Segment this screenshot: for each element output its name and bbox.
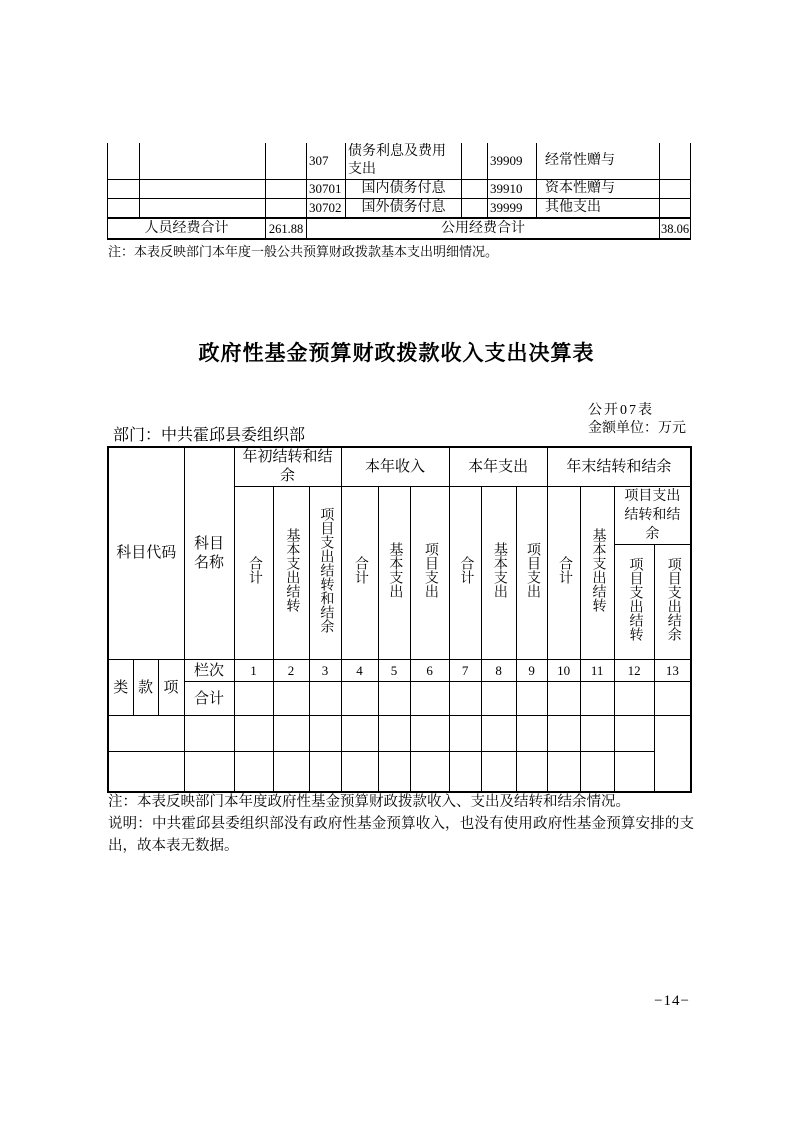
empty-cell xyxy=(481,716,516,752)
column-number-cell: 4 xyxy=(341,660,378,682)
column-number-row xyxy=(108,660,691,682)
empty-cell xyxy=(654,682,691,716)
empty-cell xyxy=(234,682,273,716)
empty-cell xyxy=(660,180,691,199)
basic-expenditure-detail-table xyxy=(107,143,691,240)
empty-cell xyxy=(266,199,307,219)
empty-cell xyxy=(378,682,410,716)
department-label: 部门：中共霍邱县委组织部 xyxy=(113,427,306,444)
empty-cell xyxy=(378,716,410,752)
empty-cell xyxy=(516,716,547,752)
header-col-end-project-carryover: 项目支出结转 xyxy=(614,545,654,660)
empty-cell xyxy=(410,716,449,752)
basic-expenditure-note: 注：本表反映部门本年度一般公共预算财政拨款基本支出明细情况。 xyxy=(108,244,499,259)
column-number-cell: 3 xyxy=(309,660,341,682)
fund-budget-table xyxy=(107,446,692,793)
public-total-value: 38.06 xyxy=(660,218,691,239)
total-row xyxy=(108,682,691,716)
table-row xyxy=(108,199,691,219)
empty-cell xyxy=(309,682,341,716)
header-group-year-income: 本年收入 xyxy=(341,447,449,487)
total-row-label-cell: 合计 xyxy=(184,682,234,716)
empty-cell xyxy=(462,199,488,219)
column-number-cell: 11 xyxy=(580,660,614,682)
header-col-end-total: 合计 xyxy=(547,487,580,660)
column-number-cell: 2 xyxy=(273,660,309,682)
header-col-income-basic: 基本支出 xyxy=(378,487,410,660)
empty-cell xyxy=(140,180,266,199)
header-subgroup-project-balance: 项目支出结转和结余 xyxy=(614,487,691,545)
table-code-label: 公开07表 xyxy=(588,403,654,418)
column-number-cell: 6 xyxy=(410,660,449,682)
empty-cell xyxy=(341,716,378,752)
subject-code-cell: 30702 xyxy=(307,199,346,219)
column-number-cell: 1 xyxy=(234,660,273,682)
table-row xyxy=(108,180,691,199)
empty-cell xyxy=(410,752,449,792)
fund-table-title: 政府性基金预算财政拨款收入支出决算表 xyxy=(198,342,595,365)
empty-cell xyxy=(140,143,266,180)
empty-cell xyxy=(309,716,341,752)
empty-cell xyxy=(140,199,266,219)
header-col-end-project-remaining: 项目支出结余 xyxy=(654,545,691,660)
empty-cell xyxy=(108,752,184,792)
code-part-item: 项 xyxy=(158,660,184,716)
subject-name-cell: 国内债务付息 xyxy=(346,180,462,199)
empty-cell xyxy=(449,682,481,716)
header-col-expend-total: 合计 xyxy=(449,487,481,660)
header-group-beginning-balance: 年初结转和结余 xyxy=(234,447,341,487)
empty-cell xyxy=(614,716,654,752)
empty-cell xyxy=(309,752,341,792)
subject-name-cell: 债务利息及费用支出 xyxy=(346,143,462,180)
empty-cell xyxy=(614,752,654,792)
header-group-yearend-balance: 年末结转和结余 xyxy=(547,447,691,487)
empty-data-row xyxy=(108,716,691,752)
header-col-begin-project-carryover: 项目支出结转和结余 xyxy=(309,487,341,660)
summary-row xyxy=(108,218,691,239)
header-col-begin-total: 合计 xyxy=(234,487,273,660)
code-part-section: 款 xyxy=(133,660,158,716)
table-row xyxy=(108,143,691,180)
empty-cell xyxy=(547,752,580,792)
empty-cell xyxy=(660,143,691,180)
empty-cell xyxy=(580,752,614,792)
column-number-cell: 13 xyxy=(654,660,691,682)
subject-code-cell: 39910 xyxy=(488,180,537,199)
column-number-cell: 9 xyxy=(516,660,547,682)
empty-cell xyxy=(108,180,140,199)
table-meta xyxy=(588,402,686,438)
header-group-year-expenditure: 本年支出 xyxy=(449,447,547,487)
header-col-begin-basic-carryover: 基本支出结转 xyxy=(273,487,309,660)
empty-cell xyxy=(273,716,309,752)
empty-cell xyxy=(449,716,481,752)
empty-cell xyxy=(516,752,547,792)
empty-cell xyxy=(184,752,234,792)
header-subject-name: 科目名称 xyxy=(184,447,234,660)
empty-cell xyxy=(547,682,580,716)
explanation-line: 说明：中共霍邱县委组织部没有政府性基金预算收入，也没有使用政府性基金预算安排的支出，故本表无数据。 xyxy=(108,816,694,854)
personnel-total-value: 261.88 xyxy=(266,218,307,239)
empty-cell xyxy=(481,682,516,716)
empty-cell xyxy=(410,682,449,716)
header-col-income-total: 合计 xyxy=(341,487,378,660)
column-number-cell: 5 xyxy=(378,660,410,682)
header-subject-code: 科目代码 xyxy=(108,447,184,660)
subject-code-cell: 39999 xyxy=(488,199,537,219)
unit-label: 金额单位：万元 xyxy=(588,421,686,436)
subject-name-cell: 其他支出 xyxy=(537,199,660,219)
empty-cell xyxy=(341,682,378,716)
subject-code-cell: 30701 xyxy=(307,180,346,199)
page-number: −14− xyxy=(654,993,690,1009)
header-col-expend-project: 项目支出 xyxy=(516,487,547,660)
empty-cell xyxy=(462,143,488,180)
empty-cell xyxy=(481,752,516,792)
empty-cell xyxy=(266,180,307,199)
subject-name-cell: 资本性赠与 xyxy=(537,180,660,199)
personnel-total-label: 人员经费合计 xyxy=(108,218,266,239)
empty-cell xyxy=(341,752,378,792)
empty-cell xyxy=(234,752,273,792)
empty-cell xyxy=(516,682,547,716)
public-total-label: 公用经费合计 xyxy=(307,218,660,239)
column-number-cell: 7 xyxy=(449,660,481,682)
empty-data-row xyxy=(108,752,691,792)
empty-cell xyxy=(449,752,481,792)
subject-code-cell: 307 xyxy=(307,143,346,180)
empty-cell xyxy=(108,716,184,752)
column-number-cell: 8 xyxy=(481,660,516,682)
empty-cell xyxy=(614,682,654,716)
note-line: 注：本表反映部门本年度政府性基金预算财政拨款收入、支出及结转和结余情况。 xyxy=(108,794,630,810)
empty-cell xyxy=(266,143,307,180)
empty-cell xyxy=(547,716,580,752)
header-group-row xyxy=(108,447,691,487)
empty-cell xyxy=(234,716,273,752)
empty-cell xyxy=(108,199,140,219)
header-col-expend-basic: 基本支出 xyxy=(481,487,516,660)
fund-table-notes xyxy=(108,791,694,857)
empty-cell xyxy=(580,682,614,716)
subject-name-cell: 国外债务付息 xyxy=(346,199,462,219)
empty-cell xyxy=(378,752,410,792)
header-col-end-basic-carryover: 基本支出结转 xyxy=(580,487,614,660)
lane-label-cell: 栏次 xyxy=(184,660,234,682)
column-number-cell: 12 xyxy=(614,660,654,682)
subject-code-cell: 39909 xyxy=(488,143,537,180)
empty-cell xyxy=(273,682,309,716)
header-col-income-project: 项目支出 xyxy=(410,487,449,660)
column-number-cell: 10 xyxy=(547,660,580,682)
empty-cell xyxy=(580,716,614,752)
subject-name-cell: 经常性赠与 xyxy=(537,143,660,180)
empty-cell xyxy=(184,716,234,752)
empty-cell xyxy=(462,180,488,199)
code-part-class: 类 xyxy=(108,660,133,716)
empty-cell xyxy=(273,752,309,792)
empty-cell xyxy=(108,143,140,180)
empty-cell xyxy=(660,199,691,219)
